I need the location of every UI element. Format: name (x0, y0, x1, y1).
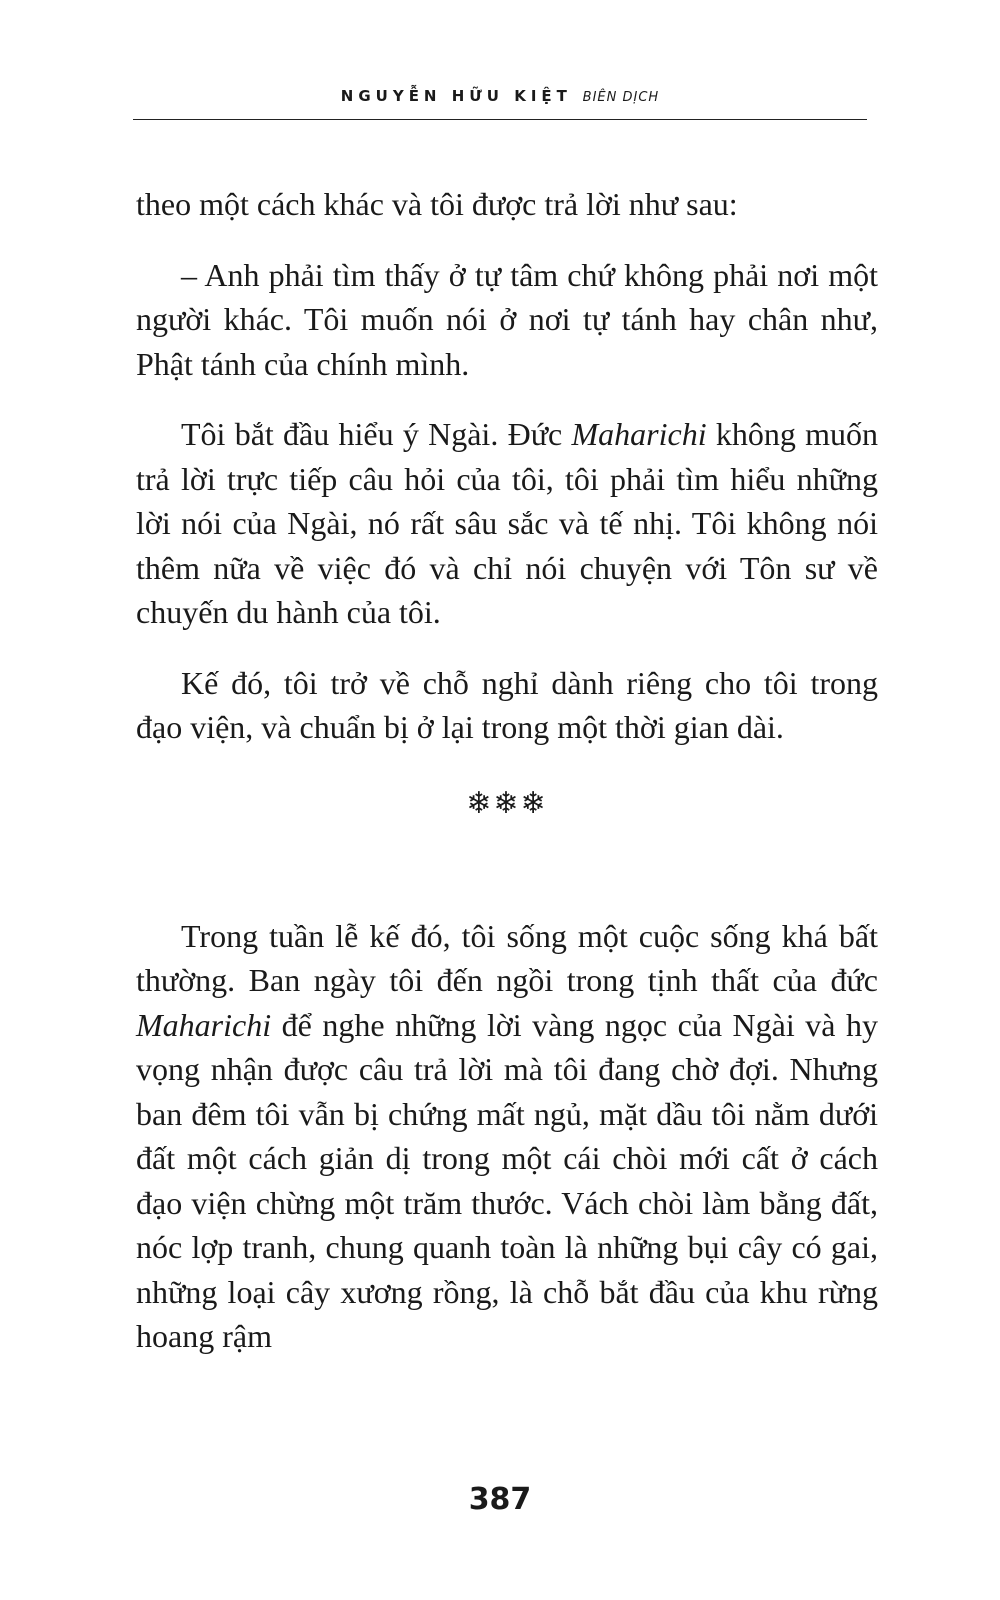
section-break-ornament: ❄❄❄ (466, 785, 548, 821)
paragraph-week (136, 914, 878, 1359)
header-rule (133, 119, 867, 120)
running-header (133, 86, 867, 108)
page-number: 387 (468, 1482, 532, 1517)
paragraph-text: không muốn trả lời trực tiếp câu hỏi của tôi, tôi phải tìm hiểu những lời nói của Ngài, nó rất sâu sắc và tế nhị. Tôi không nói thêm nữa về việc đó và chỉ nói chuyện với Tôn sư về chuyến du hành của tôi. (136, 416, 879, 630)
paragraph-continuation: theo một cách khác và tôi được trả lời như sau: (136, 186, 738, 222)
header-role: BIÊN DỊCH (582, 90, 660, 105)
paragraph-text: để nghe những lời vàng ngọc của Ngài và hy vọng nhận được câu trả lời mà tôi đang chờ đợi. Nhưng ban đêm tôi vẫn bị chứng mất ngủ, mặt dầu tôi nằm dưới đất một cách giản dị trong một cái chòi mới cất ở cách đạo viện chừng một trăm thước. Vách chòi làm bằng đất, nóc lợp tranh, chung quanh toàn là những bụi cây có gai, những loại cây xương rồng, là chỗ bắt đầu của khu rừng hoang rậm (136, 1006, 878, 1354)
italic-name: Maharichi (571, 416, 707, 452)
header-author: NGUYỄN HỮU KIỆT (340, 87, 572, 105)
body-text (136, 182, 878, 1359)
paragraph-text: Tôi bắt đầu hiểu ý Ngài. Đức (181, 416, 572, 452)
paragraph-text: Trong tuần lễ kế đó, tôi sống một cuộc sống khá bất thường. Ban ngày tôi đến ngồi trong tịnh thất của đức (136, 917, 878, 998)
paragraph-return: Kế đó, tôi trở về chỗ nghỉ dành riêng cho tôi trong đạo viện, và chuẩn bị ở lại trong một thời gian dài. (136, 664, 878, 745)
paragraph-dialogue: – Anh phải tìm thấy ở tự tâm chứ không phải nơi một người khác. Tôi muốn nói ở nơi tự tánh hay chân như, Phật tánh của chính mình. (136, 256, 878, 382)
paragraph-understanding (136, 412, 878, 635)
italic-name: Maharichi (136, 1006, 272, 1043)
